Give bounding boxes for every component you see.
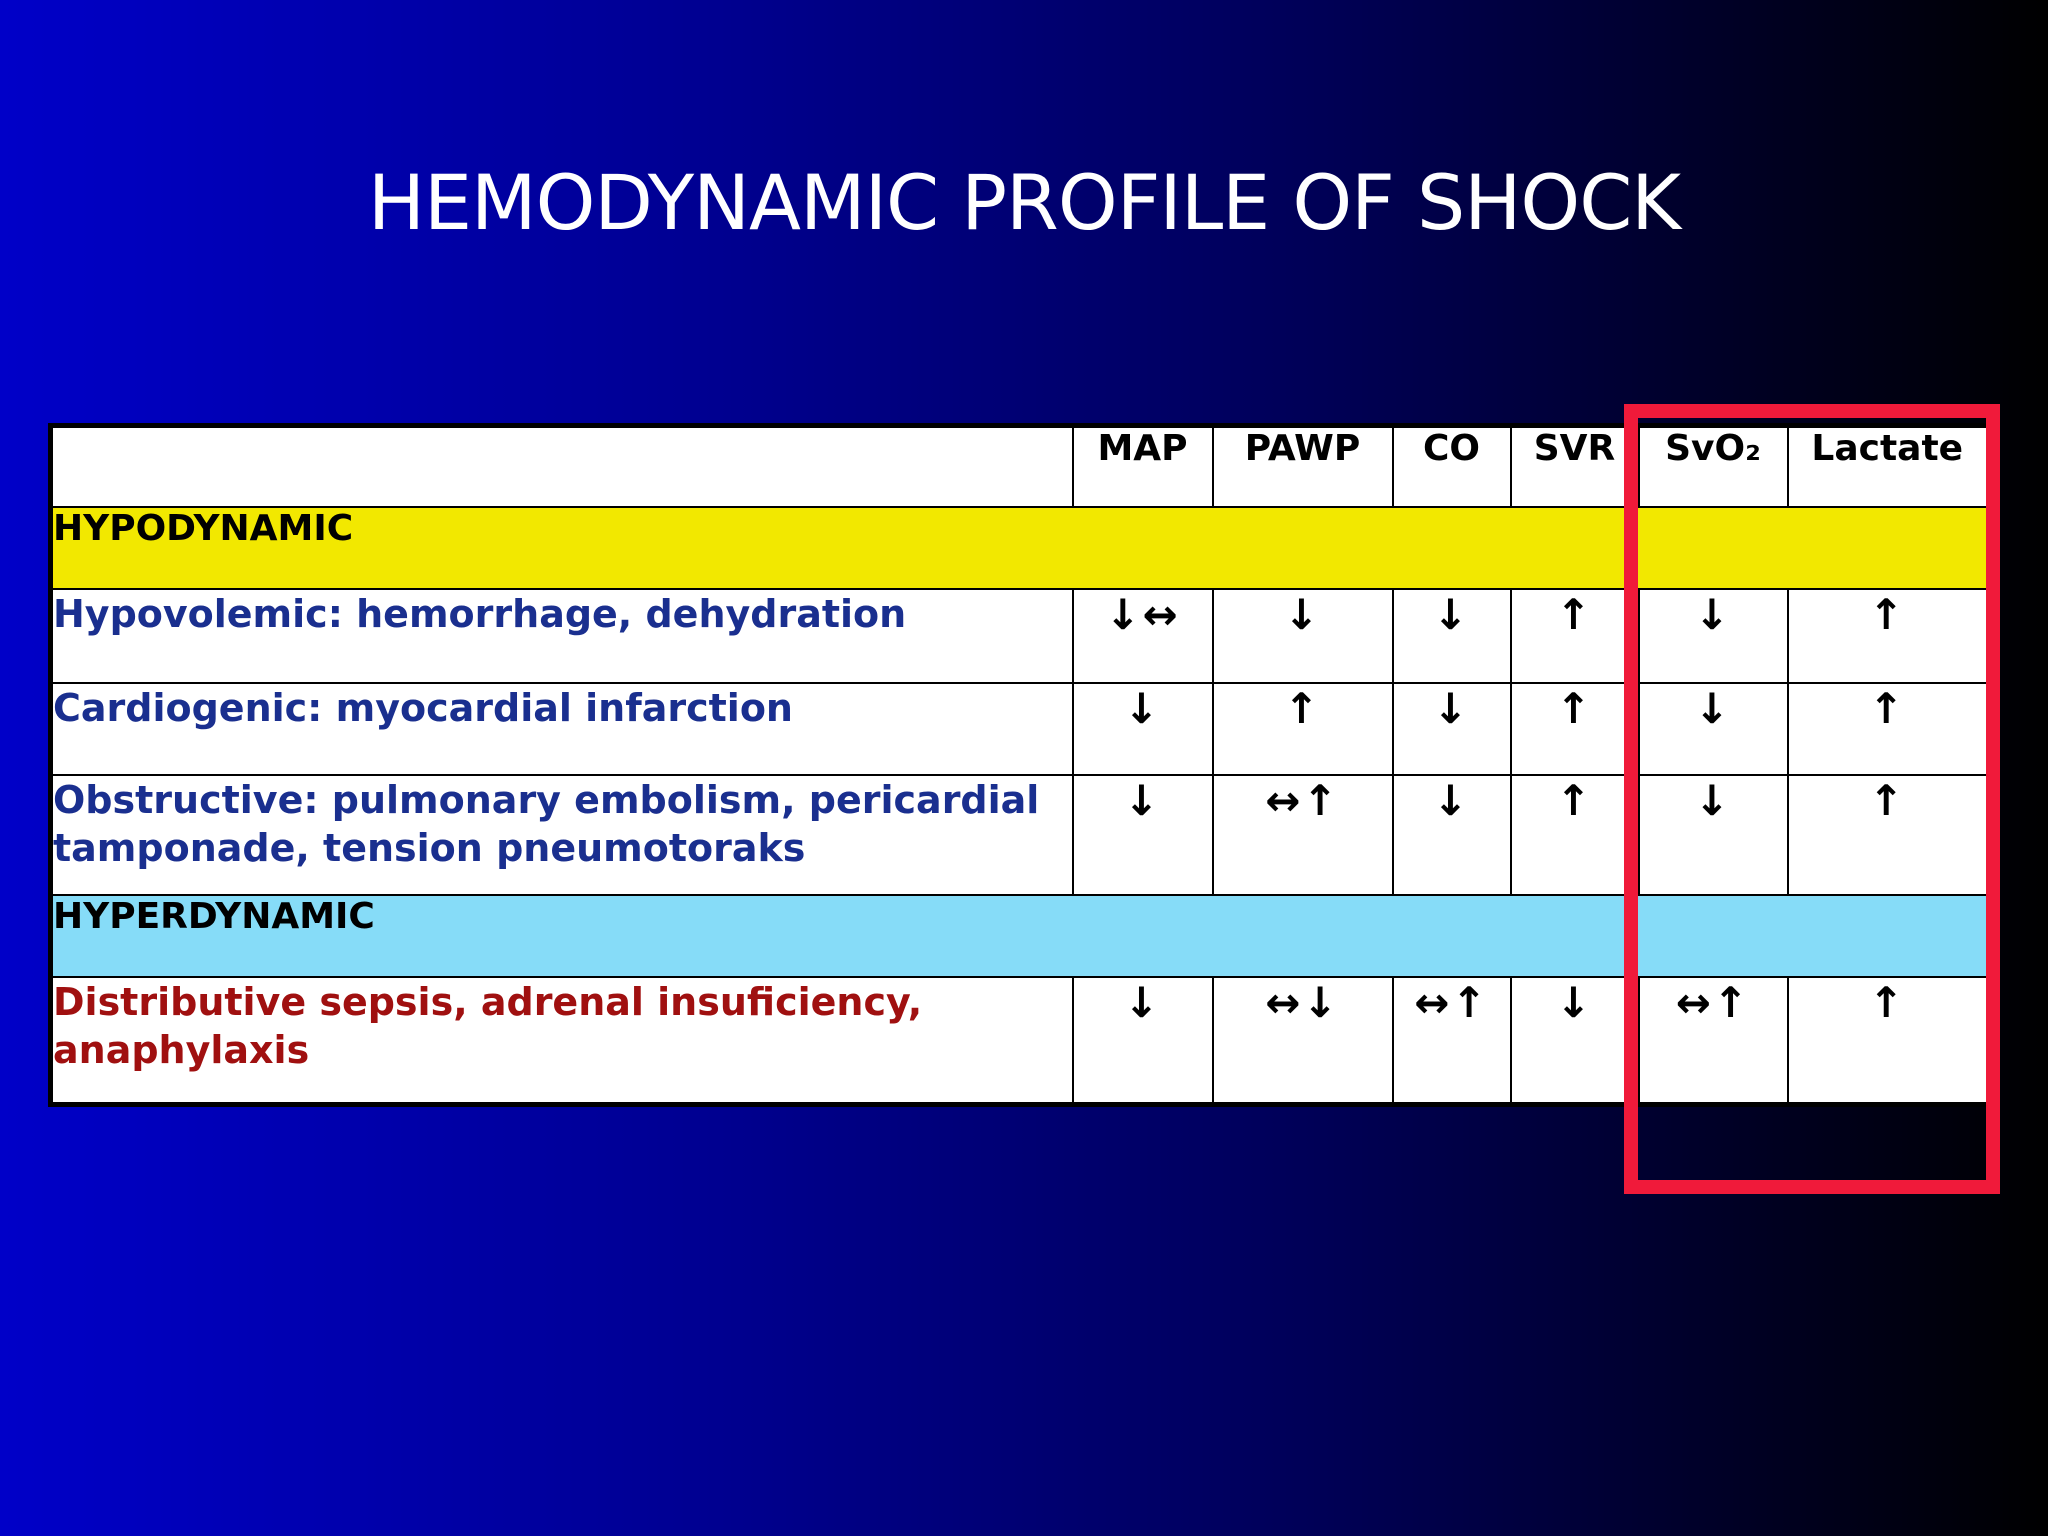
value-cell: ↓	[1213, 589, 1393, 683]
slide-title: HEMODYNAMIC PROFILE OF SHOCK	[367, 158, 1681, 247]
column-header-svo2: SvO₂	[1639, 426, 1788, 508]
value-cell: ↓	[1639, 683, 1788, 775]
column-header-svr: SVR	[1511, 426, 1639, 508]
group-label-hypodynamic: HYPODYNAMIC	[51, 507, 1989, 589]
value-cell: ↓	[1073, 683, 1213, 775]
value-cell: ↓↔	[1073, 589, 1213, 683]
column-header-map: MAP	[1073, 426, 1213, 508]
header-blank-cell	[51, 426, 1073, 508]
column-header-co: CO	[1393, 426, 1511, 508]
value-cell: ↑	[1511, 775, 1639, 895]
value-cell: ↑	[1788, 977, 1989, 1105]
value-cell: ↑	[1511, 683, 1639, 775]
table-row	[51, 775, 1989, 895]
row-label-distributive: Distributive sepsis, adrenal insuficiency, anaphylaxis	[51, 977, 1073, 1105]
table-row	[51, 683, 1989, 775]
group-row-hyperdynamic	[51, 895, 1989, 977]
group-row-hypodynamic	[51, 507, 1989, 589]
value-cell: ↓	[1393, 775, 1511, 895]
row-label-hypovolemic: Hypovolemic: hemorrhage, dehydration	[51, 589, 1073, 683]
row-label-obstructive: Obstructive: pulmonary embolism, pericardial tamponade, tension pneumotoraks	[51, 775, 1073, 895]
value-cell: ↑	[1788, 683, 1989, 775]
column-header-pawp: PAWP	[1213, 426, 1393, 508]
table-row	[51, 589, 1989, 683]
value-cell: ↔↓	[1213, 977, 1393, 1105]
value-cell: ↔↑	[1213, 775, 1393, 895]
value-cell: ↑	[1511, 589, 1639, 683]
value-cell: ↓	[1639, 589, 1788, 683]
value-cell: ↔↑	[1639, 977, 1788, 1105]
value-cell: ↓	[1393, 589, 1511, 683]
value-cell: ↑	[1788, 775, 1989, 895]
value-cell: ↓	[1393, 683, 1511, 775]
value-cell: ↓	[1073, 775, 1213, 895]
group-label-hyperdynamic: HYPERDYNAMIC	[51, 895, 1989, 977]
value-cell: ↔↑	[1393, 977, 1511, 1105]
value-cell: ↑	[1788, 589, 1989, 683]
hemodynamic-profile-table	[48, 423, 1991, 1107]
table-header-row	[51, 426, 1989, 508]
value-cell: ↓	[1073, 977, 1213, 1105]
row-label-cardiogenic: Cardiogenic: myocardial infarction	[51, 683, 1073, 775]
column-header-lactate: Lactate	[1788, 426, 1989, 508]
value-cell: ↓	[1511, 977, 1639, 1105]
value-cell: ↑	[1213, 683, 1393, 775]
table-row	[51, 977, 1989, 1105]
value-cell: ↓	[1639, 775, 1788, 895]
